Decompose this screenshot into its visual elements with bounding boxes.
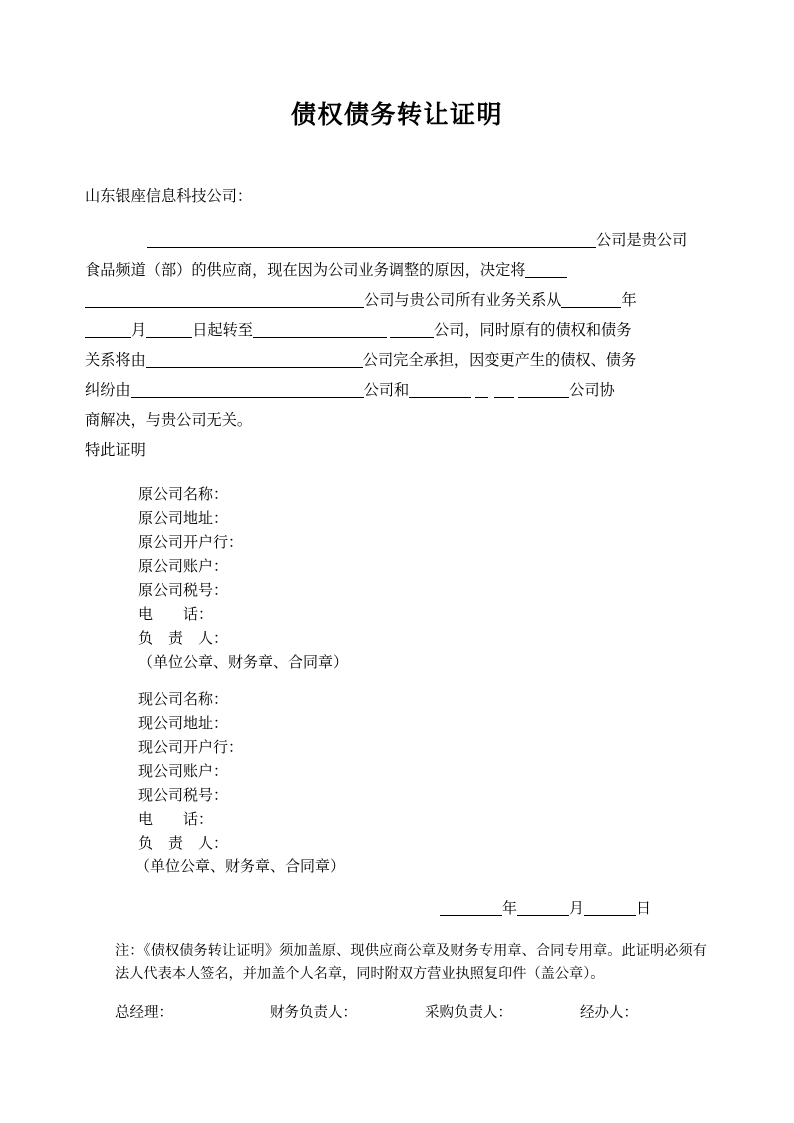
original-company-line-7: 负 责 人： — [138, 631, 229, 647]
date-blank-0 — [440, 900, 502, 916]
original-company-line-1: 原公司名称： — [138, 487, 229, 503]
page-title: 债权债务转让证明 — [290, 100, 503, 129]
body-line-4-text-1: 月 — [131, 322, 147, 339]
new-company-line-6: 电 话： — [138, 812, 214, 828]
body-line-4-text-3: 日起转至 — [192, 322, 253, 339]
signature-handler: 经办人： — [580, 1005, 638, 1021]
body-line-4 — [85, 316, 707, 346]
body-line-6-blank-5 — [475, 382, 488, 398]
footnote-text: 注：《债权债务转让证明》须加盖原、现供应商公章及财务专用章、合同专用章。此证明必须有法人代表本人签名，并加盖个人名章，同时附双方营业执照复印件（盖公章）。 — [115, 943, 707, 982]
body-line-4-blank-4 — [253, 322, 387, 338]
new-company-info — [138, 688, 243, 856]
body-line-7 — [85, 406, 707, 436]
date-text-3: 月 — [569, 901, 585, 917]
addressee-line: 山东银座信息科技公司： — [85, 188, 253, 205]
body-line-8 — [85, 436, 707, 466]
date-line — [440, 896, 651, 922]
body-line-3-blank-0 — [85, 292, 364, 308]
body-line-6-text-0: 纠纷由 — [85, 382, 131, 399]
new-company-line-7: 负 责 人： — [138, 836, 229, 852]
date-text-5: 日 — [636, 901, 652, 917]
new-company-line-4: 现公司账户： — [138, 764, 229, 780]
original-company-info — [138, 483, 348, 675]
body-line-1-text-2: 公司是贵公司 — [596, 232, 688, 249]
body-line-1-blank-1 — [147, 232, 596, 248]
body-line-4-blank-2 — [146, 322, 192, 338]
body-line-5-blank-1 — [146, 352, 363, 368]
date-text-1: 年 — [502, 901, 518, 917]
date-blank-2 — [517, 900, 569, 916]
original-company-line-4: 原公司账户： — [138, 559, 229, 575]
body-line-3-blank-2 — [561, 292, 621, 308]
body-line-1 — [85, 226, 707, 256]
body-line-3-text-3: 年 — [621, 292, 637, 309]
document-body — [85, 182, 707, 466]
original-company-line-3: 原公司开户行： — [138, 535, 244, 551]
new-company-line-3: 现公司开户行： — [138, 740, 244, 756]
body-line-5-text-0: 关系将由 — [85, 352, 146, 369]
body-line-4-blank-6 — [390, 322, 434, 338]
original-company-line-8: （单位公章、财务章、合同章） — [138, 655, 349, 671]
body-line-6-blank-7 — [494, 382, 514, 398]
body-line-1-gap-0 — [85, 233, 147, 248]
signature-general-manager: 总经理： — [115, 1005, 173, 1021]
body-line-6-text-10: 公司协 — [569, 382, 615, 399]
body-line-5-text-2: 公司完全承担，因变更产生的债权、债务 — [362, 352, 637, 369]
body-line-4-blank-0 — [85, 322, 131, 338]
date-blank-4 — [584, 900, 636, 916]
body-line-2-text-0: 食品频道（部）的供应商，现在因为公司业务调整的原因，决定将 — [85, 262, 526, 279]
body-line-2-blank-1 — [525, 262, 567, 278]
new-company-line-1: 现公司名称： — [138, 692, 229, 708]
body-line-8-text-0: 特此证明 — [85, 442, 146, 459]
body-line-3 — [85, 286, 707, 316]
body-line-4-text-7: 公司，同时原有的债权和债务 — [433, 322, 632, 339]
body-line-2 — [85, 256, 707, 286]
body-line-6 — [85, 376, 707, 406]
signature-row — [115, 1002, 695, 1024]
body-line-6-blank-3 — [409, 382, 471, 398]
body-line-6-text-2: 公司和 — [363, 382, 410, 399]
signature-purchasing-head: 采购负责人： — [425, 1005, 512, 1021]
body-line-5 — [85, 346, 707, 376]
original-company-line-5: 原公司税号： — [138, 583, 229, 599]
body-line-6-blank-1 — [131, 382, 364, 398]
original-company-line-2: 原公司地址： — [138, 511, 229, 527]
body-paragraph — [85, 226, 707, 466]
new-company-line-2: 现公司地址： — [138, 716, 229, 732]
body-line-3-text-1: 公司与贵公司所有业务关系从 — [364, 292, 562, 309]
original-company-line-6: 电 话： — [138, 607, 214, 623]
body-line-7-text-0: 商解决，与贵公司无关。 — [85, 412, 253, 429]
new-company-line-5: 现公司税号： — [138, 788, 229, 804]
new-company-seal-note: （单位公章、财务章、合同章） — [135, 859, 346, 875]
body-line-6-blank-9 — [518, 382, 569, 398]
signature-finance-head: 财务负责人： — [270, 1005, 357, 1021]
